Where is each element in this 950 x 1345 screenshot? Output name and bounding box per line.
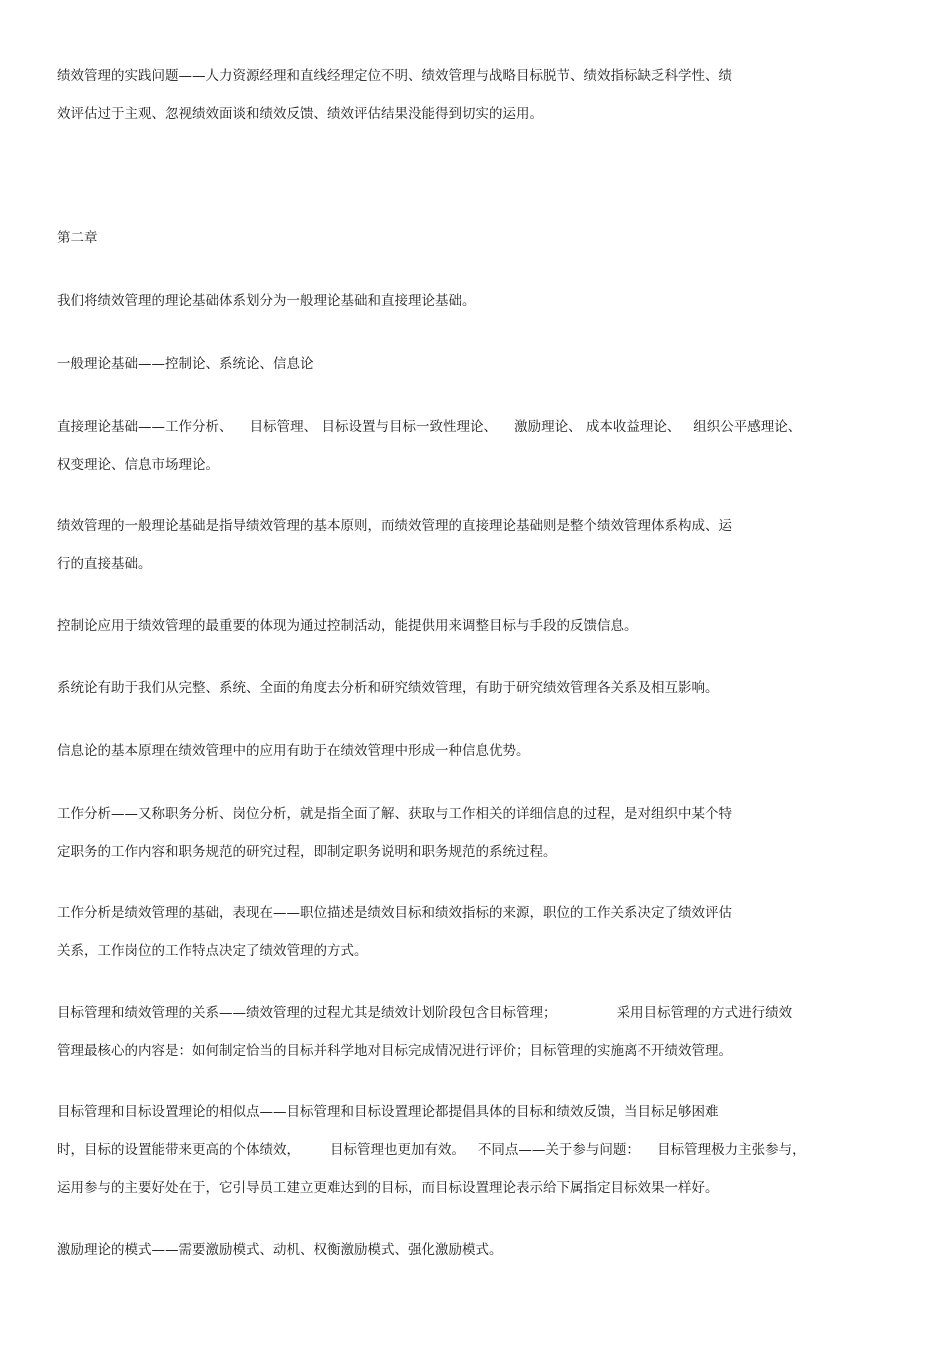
- text-line: 工作分析——又称职务分析、岗位分析，就是指全面了解、获取与工作相关的详细信息的过程，是对组织中某个特: [57, 806, 732, 822]
- text-line: 运用参与的主要好处在于，它引导员工建立更难达到的目标，而目标设置理论表示给下属指定目标效果一样好。: [57, 1180, 719, 1196]
- text-line: 目标管理和绩效管理的关系——绩效管理的过程尤其是绩效计划阶段包含目标管理； 采用目标管理的方式进行绩效: [57, 1005, 793, 1021]
- text-line: 控制论应用于绩效管理的最重要的体现为通过控制活动，能提供用来调整目标与手段的反馈信息。: [57, 618, 638, 634]
- text-line: 关系，工作岗位的工作特点决定了绩效管理的方式。: [57, 943, 368, 959]
- chapter-heading: 第二章: [57, 230, 98, 246]
- text-line: 权变理论、信息市场理论。: [57, 457, 219, 473]
- text-line: 我们将绩效管理的理论基础体系划分为一般理论基础和直接理论基础。: [57, 293, 476, 309]
- text-line: 绩效管理的实践问题——人力资源经理和直线经理定位不明、绩效管理与战略目标脱节、绩效指标缺乏科学性、绩: [57, 68, 732, 84]
- text-line: 效评估过于主观、忽视绩效面谈和绩效反馈、绩效评估结果没能得到切实的运用。: [57, 106, 543, 122]
- text-line: 信息论的基本原理在绩效管理中的应用有助于在绩效管理中形成一种信息优势。: [57, 743, 530, 759]
- text-line: 管理最核心的内容是：如何制定恰当的目标并科学地对目标完成情况进行评价；目标管理的实施离不开绩效管理。: [57, 1043, 732, 1059]
- text-line: 时，目标的设置能带来更高的个体绩效， 目标管理也更加有效。 不同点——关于参与问题： 目标管理极力主张参与，: [57, 1142, 806, 1158]
- text-line: 行的直接基础。: [57, 556, 152, 572]
- text-line: 工作分析是绩效管理的基础，表现在——职位描述是绩效目标和绩效指标的来源，职位的工作关系决定了绩效评估: [57, 905, 732, 921]
- text-line: 绩效管理的一般理论基础是指导绩效管理的基本原则，而绩效管理的直接理论基础则是整个绩效管理体系构成、运: [57, 518, 732, 534]
- text-line: 直接理论基础——工作分析、 目标管理、 目标设置与目标一致性理论、 激励理论、 成本收益理论、 组织公平感理论、: [57, 419, 802, 435]
- text-line: 目标管理和目标设置理论的相似点——目标管理和目标设置理论都提倡具体的目标和绩效反馈，当目标足够困难: [57, 1104, 719, 1120]
- text-line: 系统论有助于我们从完整、系统、全面的角度去分析和研究绩效管理，有助于研究绩效管理各关系及相互影响。: [57, 680, 719, 696]
- text-line: 一般理论基础——控制论、系统论、信息论: [57, 356, 314, 372]
- text-line: 激励理论的模式——需要激励模式、动机、权衡激励模式、强化激励模式。: [57, 1242, 503, 1258]
- text-line: 定职务的工作内容和职务规范的研究过程，即制定职务说明和职务规范的系统过程。: [57, 844, 557, 860]
